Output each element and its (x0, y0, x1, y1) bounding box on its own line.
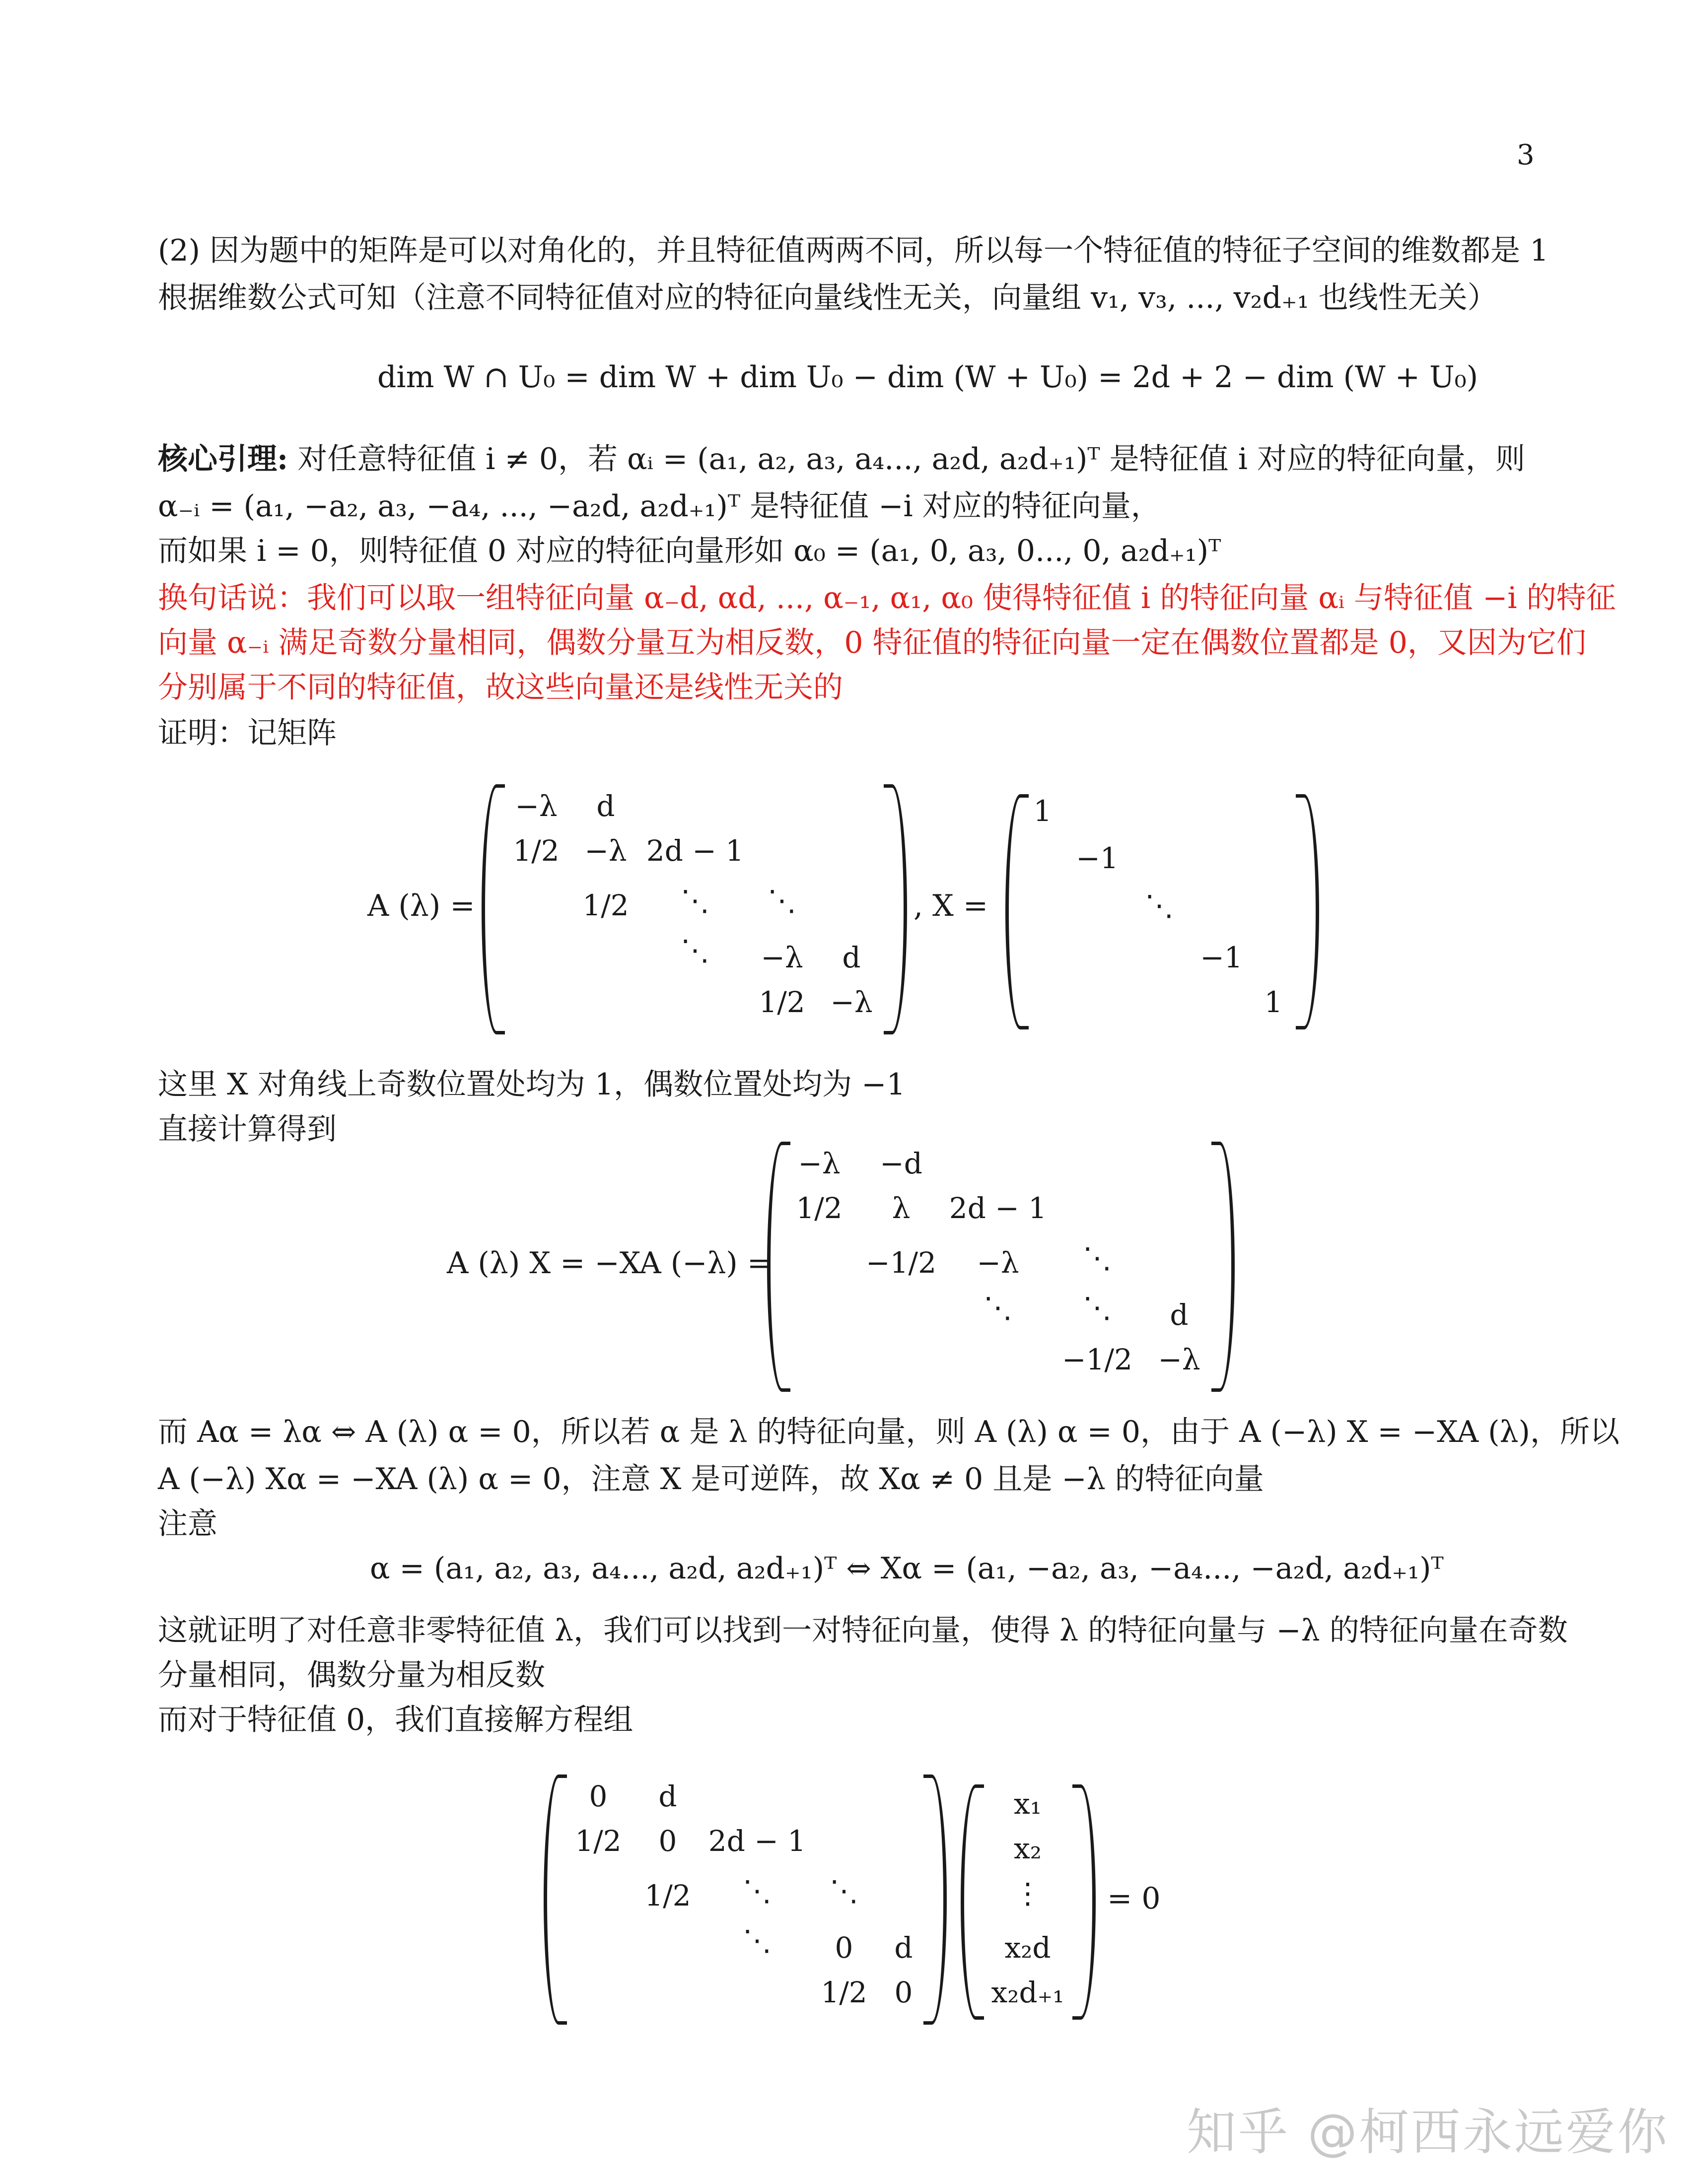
alpha-equation: α = (a₁, a₂, a₃, a₄..., a₂d, a₂d₊₁)ᵀ ⇔ Xα = (a₁, −a₂, a₃, −a₄..., −a₂d, a₂d₊₁)ᵀ (370, 1551, 1444, 1586)
vector-cell: x₂ (1014, 1832, 1042, 1865)
matrix-cell: d (1170, 1298, 1189, 1332)
matrix-cell: 1/2 (796, 1191, 843, 1225)
paragraph-line: 注意 (158, 1506, 217, 1541)
matrix-cell: −λ (515, 789, 558, 823)
paragraph-line: A (−λ) Xα = −XA (λ) α = 0，注意 X 是可逆阵，故 Xα ≠ 0 且是 −λ 的特征向量 (158, 1462, 1264, 1497)
matrix-cell: 2d − 1 (708, 1824, 806, 1858)
matrix-cell: −λ (798, 1147, 841, 1180)
watermark: 知乎 @柯西永远爱你 (1187, 2103, 1669, 2161)
lemma-line (158, 437, 1525, 481)
matrix-cell: −λ (1158, 1343, 1200, 1376)
matrix-cell: 1/2 (644, 1879, 691, 1912)
dimension-equation: dim W ∩ U₀ = dim W + dim U₀ − dim (W + U₀) = 2d + 2 − dim (W + U₀) (377, 360, 1478, 395)
matrix-cell: 0 (589, 1779, 608, 1813)
matrix-cell: −d (880, 1147, 922, 1180)
page-number: 3 (1517, 139, 1535, 171)
matrix-cell: d (658, 1779, 677, 1813)
matrix-cell: d (894, 1931, 913, 1965)
left-paren (482, 784, 505, 1034)
paragraph-line: (2) 因为题中的矩阵是可以对角化的，并且特征值两两不同，所以每一个特征值的特征子空间的维数都是 1 (158, 233, 1549, 268)
matrix-cell: ⋱ (1083, 1241, 1112, 1275)
proof-intro: 证明：记矩阵 (158, 716, 337, 751)
right-paren (1296, 794, 1319, 1029)
matrix-cell: −1/2 (1062, 1343, 1132, 1376)
matrix-cell: λ (892, 1191, 911, 1225)
matrix-cell: −λ (830, 985, 873, 1019)
matrix-cell: 1/2 (513, 834, 560, 868)
remark-line: 向量 α₋ᵢ 满足奇数分量相同，偶数分量互为相反数，0 特征值的特征向量一定在偶数位置都是 0，又因为它们 (158, 625, 1586, 660)
matrix-cell: −1 (1076, 841, 1119, 875)
matrix-cell: 1 (1033, 794, 1052, 828)
matrix-cell: 2d − 1 (646, 834, 744, 868)
matrix-cell: 1 (1264, 985, 1283, 1019)
right-paren (1211, 1142, 1235, 1392)
matrix-cell: 1/2 (582, 888, 629, 922)
remark-line: 分别属于不同的特征值，故这些向量还是线性无关的 (158, 670, 843, 705)
matrix-cell: ⋱ (830, 1874, 858, 1908)
vector-cell: x₁ (1014, 1787, 1042, 1821)
matrix-cell: −λ (761, 941, 803, 974)
matrix-cell: 2d − 1 (949, 1191, 1047, 1225)
left-paren (961, 1784, 984, 2020)
matrix-cell: 1/2 (759, 985, 805, 1019)
lemma-label: 核心引理: (158, 442, 288, 477)
remark-line: 换句话说：我们可以取一组特征向量 α₋d, αd, ..., α₋₁, α₁, α₀ 使得特征值 i 的特征向量 αᵢ 与特征值 −i 的特征 (158, 581, 1616, 615)
right-paren (923, 1774, 947, 2025)
matrix-cell: −λ (584, 834, 627, 868)
matrix-cell: 1/2 (575, 1824, 622, 1858)
matrix-x-lhs: , X = (914, 888, 988, 923)
right-paren (884, 784, 907, 1034)
matrix-cell: ⋱ (768, 884, 796, 917)
left-paren (767, 1142, 790, 1392)
lemma-line: α₋ᵢ = (a₁, −a₂, a₃, −a₄, ..., −a₂d, a₂d₊₁)ᵀ 是特征值 −i 对应的特征向量， (158, 489, 1161, 524)
matrix-cell: −λ (977, 1246, 1019, 1280)
vector-cell: ⋮ (1013, 1876, 1042, 1910)
matrix-cell: d (842, 941, 861, 974)
paragraph-line: 这就证明了对任意非零特征值 λ，我们可以找到一对特征向量，使得 λ 的特征向量与 −λ 的特征向量在奇数 (158, 1613, 1568, 1648)
lemma-text: 对任意特征值 i ≠ 0，若 αᵢ = (a₁, a₂, a₃, a₄..., a₂d, a₂d₊₁)ᵀ 是特征值 i 对应的特征向量，则 (288, 442, 1526, 477)
matrix-a-lhs: A (λ) = (367, 888, 475, 923)
right-paren (1072, 1784, 1096, 2020)
matrix-cell: ⋱ (681, 884, 709, 917)
matrix-cell: d (596, 789, 615, 823)
matrix-cell: −1 (1200, 941, 1243, 974)
matrix-product-lhs: A (λ) X = −XA (−λ) = (447, 1246, 773, 1281)
matrix-cell: ⋱ (743, 1874, 772, 1908)
vector-cell: x₂d (1004, 1931, 1051, 1965)
paragraph-line: 这里 X 对角线上奇数位置处均为 1，偶数位置处均为 −1 (158, 1067, 906, 1102)
matrix-cell: 0 (835, 1931, 853, 1965)
matrix-cell: −1/2 (866, 1246, 936, 1280)
matrix-cell: 1/2 (821, 1976, 867, 2009)
vector-cell: x₂d₊₁ (991, 1976, 1064, 2009)
equation-rhs: = 0 (1107, 1881, 1161, 1916)
paragraph-line: 而 Aα = λα ⇔ A (λ) α = 0，所以若 α 是 λ 的特征向量，则 A (λ) α = 0，由于 A (−λ) X = −XA (λ)，所以 (158, 1415, 1619, 1449)
matrix-cell: 0 (658, 1824, 677, 1858)
paragraph-line: 直接计算得到 (158, 1112, 337, 1147)
left-paren (544, 1774, 567, 2025)
left-paren (1005, 794, 1029, 1029)
paragraph-line: 而对于特征值 0，我们直接解方程组 (158, 1703, 633, 1737)
paragraph-line: 分量相同，偶数分量为相反数 (158, 1658, 545, 1693)
matrix-cell: ⋱ (743, 1923, 772, 1957)
paragraph-line: 根据维数公式可知（注意不同特征值对应的特征向量线性无关，向量组 v₁, v₃, ..., v₂d₊₁ 也线性无关） (158, 280, 1497, 315)
matrix-cell: ⋱ (1083, 1291, 1112, 1324)
matrix-cell: ⋱ (984, 1291, 1012, 1324)
matrix-cell: 0 (894, 1976, 913, 2009)
lemma-line: 而如果 i = 0，则特征值 0 对应的特征向量形如 α₀ = (a₁, 0, a₃, 0..., 0, a₂d₊₁)ᵀ (158, 534, 1221, 568)
matrix-cell: ⋱ (681, 933, 709, 967)
matrix-cell: ⋱ (1145, 888, 1174, 922)
